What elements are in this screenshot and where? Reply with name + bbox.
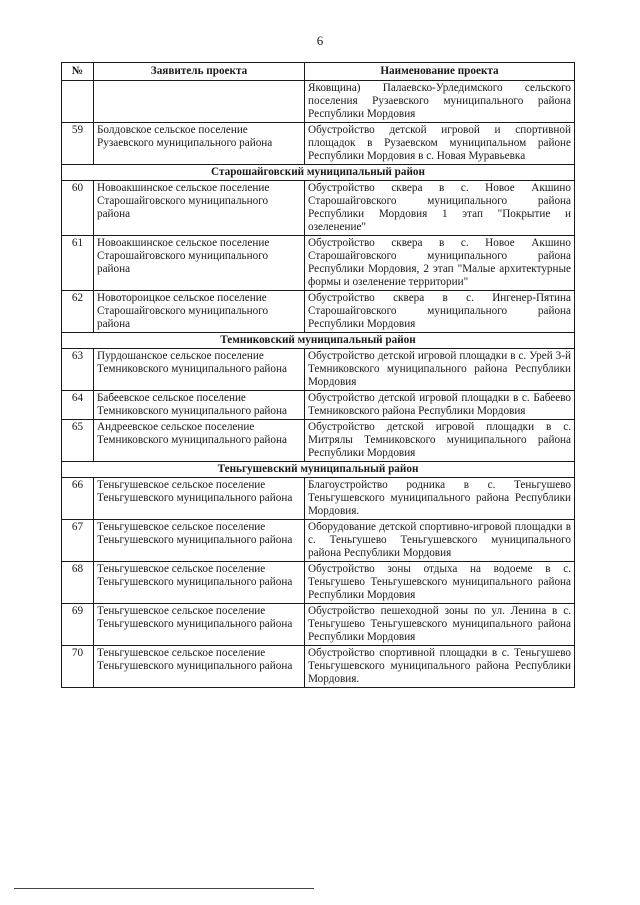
row-applicant: Новотороицкое сельское поселение Старошайговского муниципального района xyxy=(94,291,305,333)
table-body xyxy=(62,81,575,688)
row-applicant: Теньгушевское сельское поселение Теньгушевского муниципального района xyxy=(94,562,305,604)
row-num: 69 xyxy=(62,604,94,646)
row-project: Обустройство сквера в с. Новое Акшино Старошайговского муниципального района Республики Мордовия 1 этап "Покрытие и озеленение" xyxy=(305,181,575,236)
table-row xyxy=(62,478,575,520)
header-num: № xyxy=(62,63,94,81)
section-title: Темниковский муниципальный район xyxy=(62,333,575,349)
table-row xyxy=(62,604,575,646)
row-project: Обустройство спортивной площадки в с. Теньгушево Теньгушевского муниципального района Республики Мордовия. xyxy=(305,646,575,688)
section-title: Теньгушевский муниципальный район xyxy=(62,462,575,478)
row-num: 59 xyxy=(62,123,94,165)
row-applicant: Теньгушевское сельское поселение Теньгушевского муниципального района xyxy=(94,646,305,688)
row-project: Обустройство детской игровой площадки в с. Урей 3-й Темниковского муниципального района Республики Мордовия xyxy=(305,349,575,391)
table-row xyxy=(62,236,575,291)
row-applicant: Новоакшинское сельское поселение Старошайговского муниципального района xyxy=(94,181,305,236)
row-applicant: Теньгушевское сельское поселение Теньгушевского муниципального района xyxy=(94,604,305,646)
row-applicant: Болдовское сельское поселение Рузаевского муниципального района xyxy=(94,123,305,165)
page-number: 6 xyxy=(316,33,324,48)
row-project: Обустройство детской игровой и спортивной площадок в Рузаевском муниципальном районе Республики Мордовия в с. Новая Муравьевка xyxy=(305,123,575,165)
row-project: Обустройство зоны отдыха на водоеме в с. Теньгушево Теньгушевского муниципального района Республики Мордовия xyxy=(305,562,575,604)
projects-table xyxy=(61,62,575,688)
row-num: 67 xyxy=(62,520,94,562)
row-num: 64 xyxy=(62,391,94,420)
row-project: Обустройство детской игровой площадки в с. Митрялы Темниковского муниципального района Республики Мордовия xyxy=(305,420,575,462)
row-num: 70 xyxy=(62,646,94,688)
row-project: Обустройство сквера в с. Ингенер-Пятина Старошайговского муниципального района Республики Мордовия xyxy=(305,291,575,333)
row-num: 61 xyxy=(62,236,94,291)
table-header-row xyxy=(62,63,575,81)
row-applicant xyxy=(94,81,305,123)
section-row xyxy=(62,165,575,181)
table-row xyxy=(62,291,575,333)
section-title: Старошайговский муниципальный район xyxy=(62,165,575,181)
row-applicant: Теньгушевское сельское поселение Теньгушевского муниципального района xyxy=(94,478,305,520)
row-num: 63 xyxy=(62,349,94,391)
row-num: 62 xyxy=(62,291,94,333)
table-row xyxy=(62,391,575,420)
row-applicant: Пурдошанское сельское поселение Темниковского муниципального района xyxy=(94,349,305,391)
header-project: Наименование проекта xyxy=(305,63,575,81)
row-project: Обустройство пешеходной зоны по ул. Ленина в с. Теньгушево Теньгушевского муниципального района Республики Мордовия xyxy=(305,604,575,646)
row-applicant: Андреевское сельское поселение Темниковского муниципального района xyxy=(94,420,305,462)
table-row xyxy=(62,420,575,462)
row-project: Обустройство детской игровой площадки в с. Бабеево Темниковского района Республики Мордовия xyxy=(305,391,575,420)
table-row xyxy=(62,520,575,562)
row-project: Обустройство сквера в с. Новое Акшино Старошайговского муниципального района Республики Мордовия, 2 этап "Малые архитектурные формы и озеленение территории" xyxy=(305,236,575,291)
section-row xyxy=(62,462,575,478)
row-num: 66 xyxy=(62,478,94,520)
table-row xyxy=(62,123,575,165)
row-num: 68 xyxy=(62,562,94,604)
header-applicant: Заявитель проекта xyxy=(94,63,305,81)
row-project: Благоустройство родника в с. Теньгушево Теньгушевского муниципального района Республики Мордовия. xyxy=(305,478,575,520)
row-applicant: Теньгушевское сельское поселение Теньгушевского муниципального района xyxy=(94,520,305,562)
row-project: Оборудование детской спортивно-игровой площадки в с. Теньгушево Теньгушевского муниципального района Республики Мордовия xyxy=(305,520,575,562)
row-project: Яковщина) Палаевско-Урледимского сельского поселения Рузаевского муниципального района Республики Мордовия xyxy=(305,81,575,123)
row-applicant: Новоакшинское сельское поселение Старошайговского муниципального района xyxy=(94,236,305,291)
footer-divider xyxy=(14,888,314,889)
row-applicant: Бабеевское сельское поселение Темниковского муниципального района xyxy=(94,391,305,420)
table-row xyxy=(62,646,575,688)
table-row-continuation xyxy=(62,81,575,123)
table-row xyxy=(62,181,575,236)
table-row xyxy=(62,562,575,604)
section-row xyxy=(62,333,575,349)
table-row xyxy=(62,349,575,391)
row-num: 65 xyxy=(62,420,94,462)
row-num xyxy=(62,81,94,123)
row-num: 60 xyxy=(62,181,94,236)
